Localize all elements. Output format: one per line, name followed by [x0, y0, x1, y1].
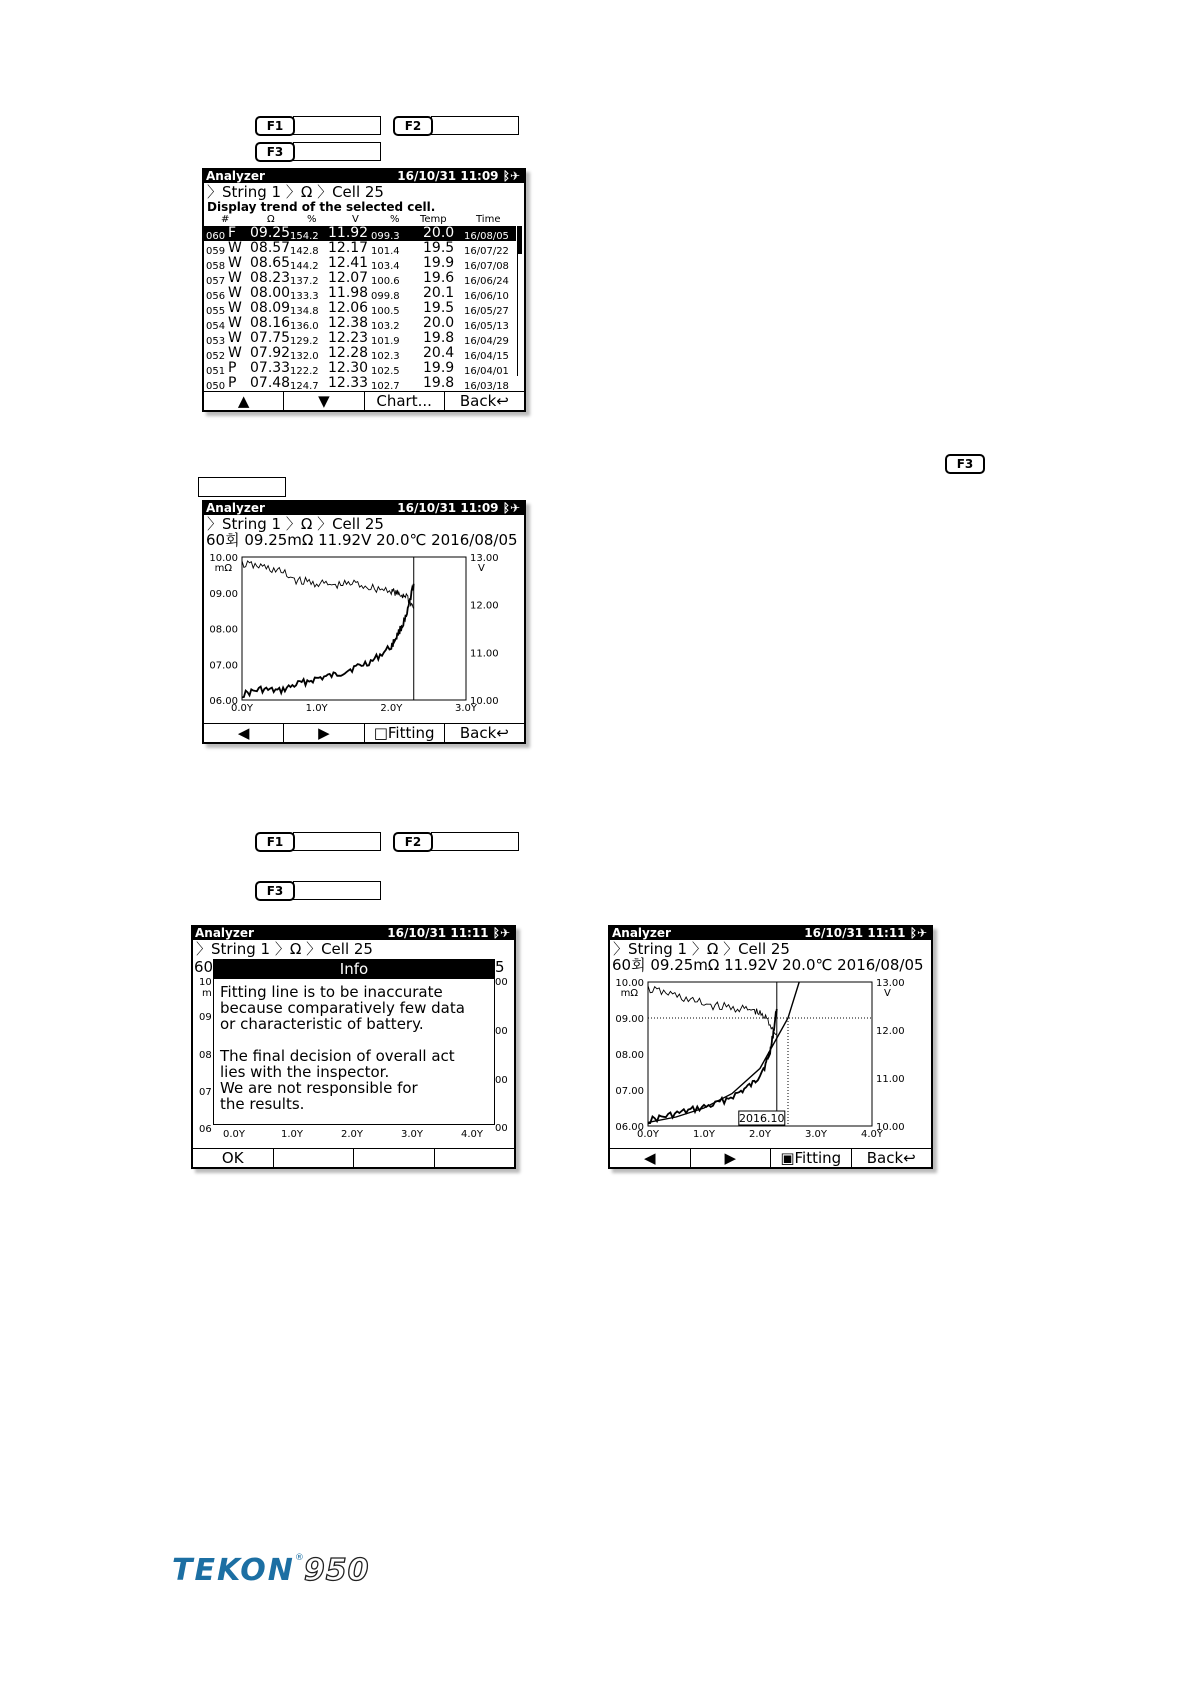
table-row[interactable]	[204, 286, 516, 301]
app-title: Analyzer	[612, 926, 671, 940]
header-datetime: 16/10/31 11:11 ᛒ✈	[387, 926, 510, 940]
logo-registered: ®	[294, 1553, 304, 1563]
right-tick-label: 10.00	[470, 696, 499, 707]
breadcrumb: 〉String 1 〉Ω 〉Cell 25	[613, 940, 790, 958]
row-ohm-pct: 132.0	[290, 351, 319, 362]
f3-key-ref	[255, 142, 381, 160]
right-tick-label: 11.00	[876, 1074, 905, 1085]
header-datetime: 16/10/31 11:09 ᛒ✈	[397, 169, 520, 183]
left-axis-unit: mΩ	[214, 563, 232, 574]
bg-fragment: 60	[194, 958, 214, 976]
measurement-info: 60회 09.25mΩ 11.92V 20.0℃ 2016/08/05	[612, 956, 924, 974]
row-ohm-pct: 124.7	[290, 381, 319, 392]
row-num: 054	[206, 321, 226, 332]
f2-key-icon: F2	[393, 832, 433, 852]
f2-key-icon: F2	[393, 116, 433, 136]
app-title: Analyzer	[195, 926, 254, 940]
table-row[interactable]	[204, 271, 516, 286]
screen-trend-chart	[202, 500, 526, 744]
table-row[interactable]	[204, 226, 516, 241]
date-marker-label: 2016.10	[739, 1112, 785, 1125]
x-tick-label: 3.0Y	[804, 1129, 828, 1140]
right-axis-unit: V	[884, 988, 891, 999]
row-volt-pct: 103.4	[371, 261, 400, 272]
f3-blank-box	[293, 881, 381, 900]
row-num: 057	[206, 276, 226, 287]
row-status: F	[228, 225, 237, 241]
row-num: 056	[206, 291, 226, 302]
row-date: 16/05/27	[464, 306, 509, 317]
plug-icon: ✈	[916, 926, 927, 940]
row-num: 058	[206, 261, 226, 272]
back-button[interactable]: Back↩	[444, 724, 524, 742]
row-ohm: 08.65	[250, 255, 291, 271]
fitting-chart	[610, 974, 931, 1149]
softkey-bar	[204, 723, 524, 742]
row-volt: 12.30	[328, 360, 369, 376]
table-row[interactable]	[204, 256, 516, 271]
softkey-bar	[610, 1148, 931, 1167]
right-tick-label: 12.00	[876, 1026, 905, 1037]
screen-header	[193, 927, 514, 940]
voltage-line	[648, 986, 777, 1035]
next-button[interactable]: ▶	[283, 724, 363, 742]
screen-header	[610, 927, 931, 940]
up-button[interactable]: ▲	[237, 392, 250, 410]
row-volt: 12.41	[328, 255, 369, 271]
row-volt: 12.07	[328, 270, 369, 286]
row-temp: 19.9	[423, 360, 455, 376]
right-axis-unit: V	[478, 563, 485, 574]
row-ohm-pct: 154.2	[290, 231, 319, 242]
row-status: W	[228, 240, 242, 256]
bg-xtick: 0.0Y	[223, 1129, 246, 1140]
info-dialog	[213, 959, 495, 1125]
screen-trend-table	[202, 168, 526, 412]
row-date: 16/06/24	[464, 276, 509, 287]
row-ohm: 08.09	[250, 300, 291, 316]
left-tick-label: 10.00	[209, 553, 238, 564]
dialog-line: the results.	[220, 1095, 305, 1113]
f2-blank-box	[431, 116, 519, 135]
row-volt: 12.38	[328, 315, 369, 331]
logo-brand: TEKON	[172, 1553, 295, 1588]
left-tick-label: 07.00	[615, 1086, 644, 1097]
col-volt-pct: %	[390, 214, 400, 225]
row-temp: 19.5	[423, 240, 455, 256]
row-status: W	[228, 285, 242, 301]
row-volt-pct: 102.3	[371, 351, 400, 362]
table-row[interactable]	[204, 376, 516, 391]
bg-xtick: 3.0Y	[401, 1129, 424, 1140]
trend-chart	[204, 549, 524, 724]
row-ohm-pct: 137.2	[290, 276, 319, 287]
row-date: 16/04/01	[464, 366, 509, 377]
row-volt-pct: 102.7	[371, 381, 400, 392]
bg-fragment: m	[202, 988, 212, 999]
row-volt-pct: 099.3	[371, 231, 400, 242]
right-tick-label: 13.00	[876, 978, 905, 989]
f2-key-ref-2	[393, 832, 519, 850]
left-tick-label: 09.00	[209, 588, 238, 600]
screen-header	[204, 170, 524, 183]
row-status: W	[228, 330, 242, 346]
f1-key-ref	[255, 116, 381, 134]
back-button[interactable]: Back↩	[444, 392, 524, 410]
row-volt-pct: 099.8	[371, 291, 400, 302]
right-tick-label: 10.00	[876, 1122, 905, 1133]
row-num: 060	[206, 231, 226, 242]
row-ohm-pct: 144.2	[290, 261, 319, 272]
left-tick-label: 08.00	[615, 1050, 644, 1061]
col-temp: Temp	[420, 214, 447, 225]
row-num: 052	[206, 351, 226, 362]
column-headers	[204, 215, 524, 225]
bg-xtick: 2.0Y	[341, 1129, 364, 1140]
col-volt: V	[352, 214, 359, 225]
left-tick-label: 08.00	[209, 624, 238, 636]
f1-key-ref-2	[255, 832, 381, 850]
scrollbar-thumb[interactable]	[518, 226, 522, 254]
subtitle: Display trend of the selected cell.	[207, 200, 436, 214]
bg-fragment: 00	[495, 1075, 508, 1086]
row-date: 16/04/29	[464, 336, 509, 347]
screen-header	[204, 502, 524, 515]
row-ohm-pct: 142.8	[290, 246, 319, 257]
row-ohm: 08.23	[250, 270, 291, 286]
x-tick-label: 3.0Y	[454, 703, 478, 714]
row-volt: 12.33	[328, 375, 369, 391]
left-tick-label: 09.00	[615, 1014, 644, 1025]
row-date: 16/08/05	[464, 231, 509, 242]
row-date: 16/04/15	[464, 351, 509, 362]
table-row[interactable]	[204, 361, 516, 376]
row-date: 16/07/08	[464, 261, 509, 272]
softkey-3	[353, 1149, 434, 1167]
bluetooth-icon: ᛒ	[502, 169, 510, 183]
header-datetime: 16/10/31 11:11 ᛒ✈	[804, 926, 927, 940]
row-ohm: 08.16	[250, 315, 291, 331]
row-ohm: 08.00	[250, 285, 291, 301]
left-axis-unit: mΩ	[620, 988, 638, 999]
bg-fragment: 5	[495, 958, 505, 976]
bg-xtick: 1.0Y	[281, 1129, 304, 1140]
back-button[interactable]: Back↩	[851, 1149, 932, 1167]
row-num: 050	[206, 381, 226, 392]
row-volt: 12.06	[328, 300, 369, 316]
x-tick-label: 2.0Y	[380, 703, 403, 714]
bg-fragment: 08	[199, 1050, 212, 1061]
row-ohm-pct: 129.2	[290, 336, 319, 347]
row-temp: 19.6	[423, 270, 455, 286]
f1-blank-box	[293, 832, 381, 851]
f1-blank-box	[293, 116, 381, 135]
row-ohm-pct: 134.8	[290, 306, 319, 317]
breadcrumb: 〉String 1 〉Ω 〉Cell 25	[196, 940, 373, 958]
row-temp: 19.8	[423, 330, 455, 346]
dialog-line: or characteristic of battery.	[220, 1015, 424, 1033]
dialog-line: Fitting line is to be inaccurate	[220, 983, 443, 1001]
col-num: #	[221, 214, 230, 225]
fitting-toggle[interactable]: ▣Fitting	[770, 1149, 851, 1167]
row-status: W	[228, 255, 242, 271]
dialog-line: lies with the inspector.	[220, 1063, 390, 1081]
row-volt-pct: 100.5	[371, 306, 400, 317]
blank-label-box	[198, 477, 286, 497]
plot-frame	[648, 982, 872, 1126]
row-status: W	[228, 270, 242, 286]
row-volt-pct: 101.4	[371, 246, 400, 257]
row-status: W	[228, 300, 242, 316]
bg-fragment: 07	[199, 1087, 212, 1098]
row-ohm: 08.57	[250, 240, 291, 256]
bg-fragment: 00	[495, 1026, 508, 1037]
f1-key-icon: F1	[255, 116, 295, 136]
softkey-2	[273, 1149, 354, 1167]
prev-button[interactable]: ◀	[237, 724, 250, 742]
row-date: 16/03/18	[464, 381, 509, 392]
app-title: Analyzer	[206, 169, 265, 183]
row-temp: 20.4	[423, 345, 455, 361]
f2-blank-box	[431, 832, 519, 851]
dialog-line: because comparatively few data	[220, 999, 465, 1017]
f3-blank-box	[293, 142, 381, 161]
f3-key-icon-right: F3	[945, 454, 985, 474]
tekon-950-logo	[172, 1553, 370, 1588]
plug-icon: ✈	[499, 926, 510, 940]
dialog-line: We are not responsible for	[220, 1079, 418, 1097]
bg-xtick: 4.0Y	[461, 1129, 484, 1140]
next-button[interactable]: ▶	[690, 1149, 771, 1167]
dialog-title: Info	[214, 960, 494, 979]
softkey-bar	[193, 1148, 514, 1167]
row-ohm-pct: 136.0	[290, 321, 319, 332]
f2-key-ref	[393, 116, 519, 134]
resistance-line	[242, 584, 414, 698]
prev-button[interactable]: ◀	[643, 1149, 656, 1167]
row-volt: 12.28	[328, 345, 369, 361]
row-ohm-pct: 122.2	[290, 366, 319, 377]
bg-fragment: 00	[495, 1123, 508, 1134]
row-status: P	[228, 360, 237, 376]
row-temp: 19.9	[423, 255, 455, 271]
left-tick-label: 06.00	[209, 696, 238, 707]
right-tick-label: 11.00	[470, 648, 499, 660]
row-date: 16/07/22	[464, 246, 509, 257]
row-status: W	[228, 315, 242, 331]
header-datetime: 16/10/31 11:09 ᛒ✈	[397, 501, 520, 515]
down-button[interactable]: ▼	[283, 392, 363, 410]
app-title: Analyzer	[206, 501, 265, 515]
row-status: P	[228, 375, 237, 391]
f3-key-icon: F3	[255, 881, 295, 901]
bg-fragment: 00	[495, 977, 508, 988]
resistance-line	[648, 1009, 777, 1123]
left-tick-label: 06.00	[615, 1122, 644, 1133]
scrollbar[interactable]	[517, 226, 522, 376]
table-row[interactable]	[204, 346, 516, 361]
bg-fragment: 09	[199, 1012, 212, 1023]
screen-fitting-chart	[608, 925, 933, 1169]
left-tick-label: 07.00	[209, 660, 238, 672]
row-num: 055	[206, 306, 226, 317]
col-time: Time	[476, 214, 501, 225]
bg-fragment: 06	[199, 1124, 212, 1135]
right-tick-label: 13.00	[470, 553, 499, 564]
row-status: W	[228, 345, 242, 361]
breadcrumb: 〉String 1 〉Ω 〉Cell 25	[207, 183, 384, 201]
x-tick-label: 4.0Y	[860, 1129, 884, 1140]
row-volt: 12.17	[328, 240, 369, 256]
f3-key-icon: F3	[255, 142, 295, 162]
left-tick-label: 10.00	[615, 978, 644, 989]
x-tick-label: 2.0Y	[748, 1129, 772, 1140]
x-tick-label: 1.0Y	[692, 1129, 716, 1140]
bluetooth-icon: ᛒ	[909, 926, 917, 940]
x-tick-label: 0.0Y	[230, 703, 254, 714]
row-volt: 11.92	[328, 225, 369, 241]
plot-frame	[242, 557, 466, 700]
row-date: 16/06/10	[464, 291, 509, 302]
col-ohm-pct: %	[307, 214, 317, 225]
row-ohm-pct: 133.3	[290, 291, 319, 302]
col-ohm: Ω	[267, 214, 275, 225]
row-num: 059	[206, 246, 226, 257]
row-volt-pct: 103.2	[371, 321, 400, 332]
bluetooth-icon: ᛒ	[492, 926, 500, 940]
row-temp: 19.8	[423, 375, 455, 391]
row-ohm: 07.33	[250, 360, 291, 376]
row-temp: 20.0	[423, 315, 455, 331]
row-volt-pct: 101.9	[371, 336, 400, 347]
measurement-info: 60회 09.25mΩ 11.92V 20.0℃ 2016/08/05	[206, 531, 518, 549]
f1-key-icon: F1	[255, 832, 295, 852]
x-tick-label: 1.0Y	[305, 703, 328, 714]
softkey-4	[434, 1149, 515, 1167]
right-tick-label: 12.00	[470, 600, 499, 612]
row-num: 053	[206, 336, 226, 347]
row-num: 051	[206, 366, 226, 377]
table-row[interactable]	[204, 241, 516, 256]
row-volt: 11.98	[328, 285, 369, 301]
chart-button[interactable]: Chart...	[364, 392, 444, 410]
row-volt: 12.23	[328, 330, 369, 346]
dialog-line: The final decision of overall act	[220, 1047, 455, 1065]
bluetooth-icon: ᛒ	[502, 501, 510, 515]
logo-model: 950	[303, 1553, 370, 1588]
plug-icon: ✈	[509, 501, 520, 515]
plug-icon: ✈	[509, 169, 520, 183]
ok-button[interactable]: OK	[221, 1149, 244, 1167]
f3-key-ref-2	[255, 881, 381, 899]
row-ohm: 07.75	[250, 330, 291, 346]
table-row[interactable]	[204, 331, 516, 346]
row-ohm: 07.48	[250, 375, 291, 391]
row-temp: 20.1	[423, 285, 455, 301]
table-row[interactable]	[204, 316, 516, 331]
voltage-line	[242, 561, 414, 609]
row-ohm: 07.92	[250, 345, 291, 361]
table-row[interactable]	[204, 301, 516, 316]
x-tick-label: 0.0Y	[636, 1129, 660, 1140]
row-date: 16/05/13	[464, 321, 509, 332]
fitting-toggle[interactable]: □Fitting	[364, 724, 444, 742]
screen-info-dialog	[191, 925, 516, 1169]
row-temp: 20.0	[423, 225, 455, 241]
row-volt-pct: 102.5	[371, 366, 400, 377]
row-ohm: 09.25	[250, 225, 291, 241]
bg-fragment: 10	[199, 977, 212, 988]
row-volt-pct: 100.6	[371, 276, 400, 287]
breadcrumb: 〉String 1 〉Ω 〉Cell 25	[207, 515, 384, 533]
softkey-bar	[204, 391, 524, 410]
row-temp: 19.5	[423, 300, 455, 316]
